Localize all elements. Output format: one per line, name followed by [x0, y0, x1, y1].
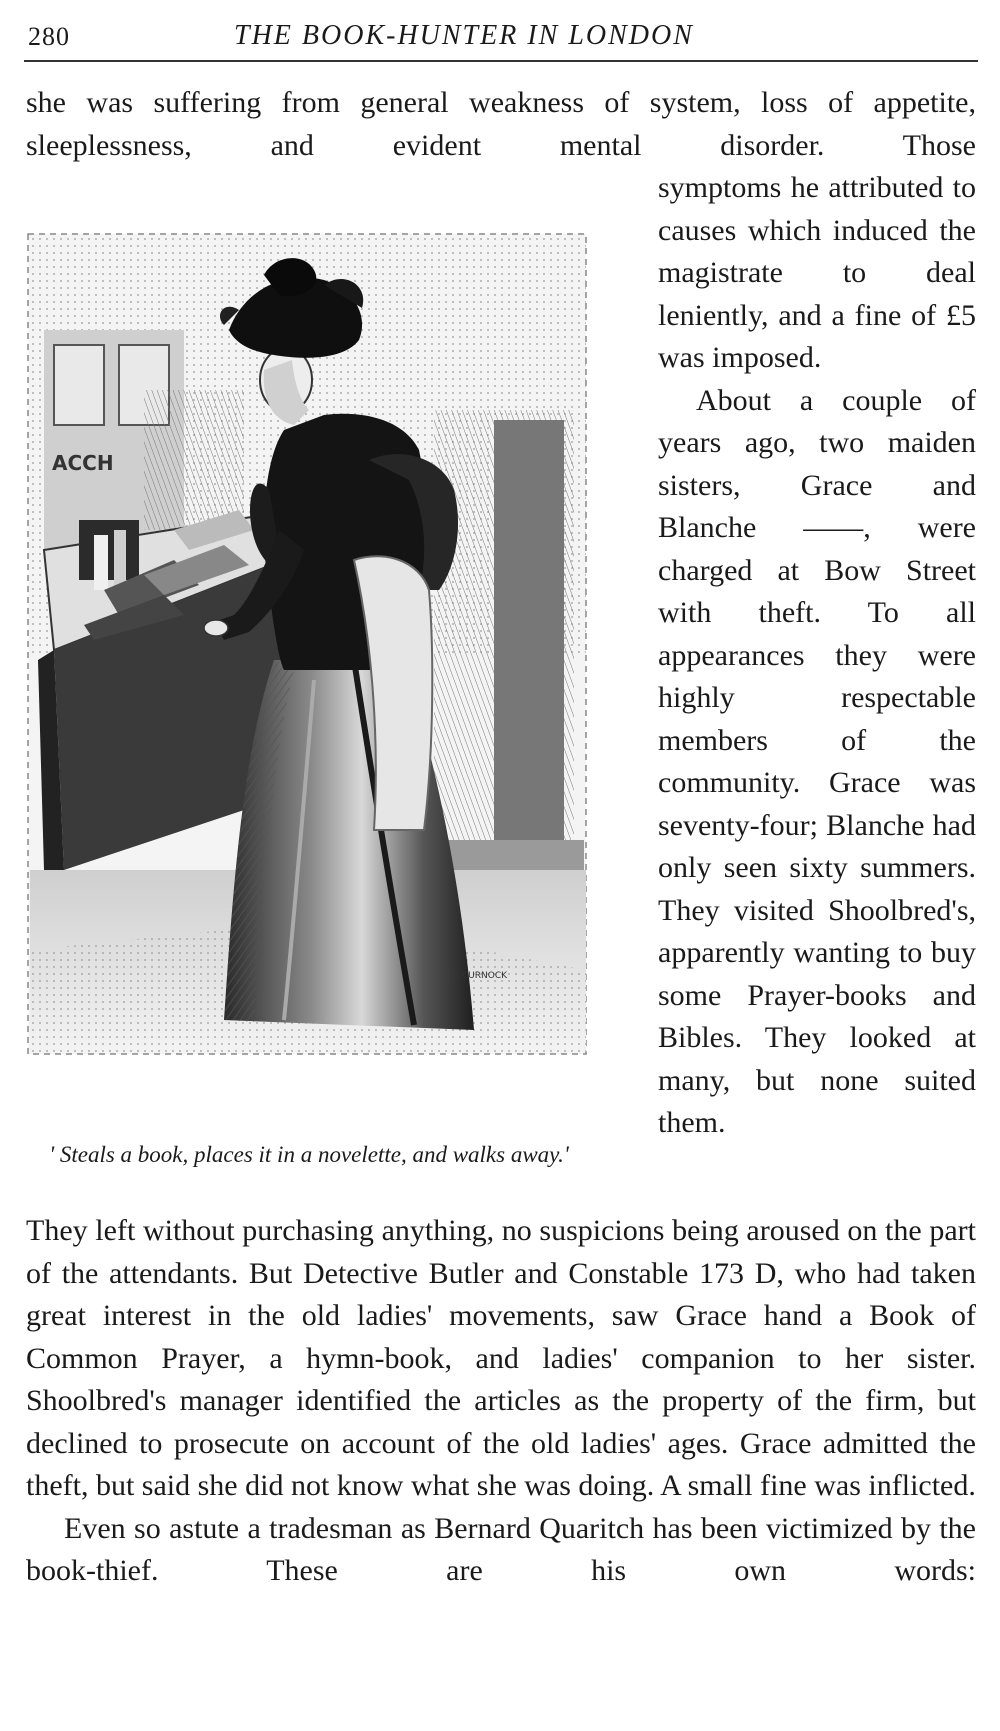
- running-title: THE BOOK-HUNTER IN LONDON: [234, 20, 694, 51]
- page-number: 280: [28, 22, 70, 51]
- paragraph-continued: she was suffering from general weakness of system, loss of appetite, sleeplessness, and evident mental disorder. Those: [26, 86, 976, 162]
- book-page: [24, 0, 978, 1731]
- figure-caption: ' Steals a book, places it in a novelette, and walks away.': [49, 1142, 569, 1167]
- running-head: [24, 14, 978, 62]
- paragraph-detective: They left without purchasing anything, no suspicions being aroused on the part of the attendants. But Detective Butler and Constable 173 D, who had taken great interest in the old ladies' movements, saw Grace hand a Book of Common Prayer, a hymn-book, and ladies' companion to her sister. Shoolbred's manager identified the articles as the property of the firm, but declined to prosecute on account of the old ladies' ages. Grace admitted the theft, but said she did not know what she was doing. A small fine was inflicted.: [26, 1214, 976, 1502]
- shop-sign: ACCH: [52, 451, 114, 475]
- artist-signature: L.CURNOCK: [454, 971, 508, 981]
- illustration-woman-at-bookstall: [24, 230, 594, 1110]
- wrapped-text-column: [658, 167, 976, 1145]
- illustration: [24, 230, 594, 1110]
- paragraph-quaritch: Even so astute a tradesman as Bernard Quaritch has been victimized by the book-thief. These are his own words:: [26, 1511, 976, 1587]
- body-text-bottom: [26, 1210, 976, 1593]
- paragraph-sisters: About a couple of years ago, two maiden sisters, Grace and Blanche ——, were charged at Bow Street with theft. To all appearances they were highly respectable members of the community. Grace was seventy-four; Blanche had only seen sixty summers. They visited Shoolbred's, apparently wanting to buy some Prayer-books and Bibles. They looked at many, but none suited them.: [658, 383, 976, 1139]
- paragraph-symptoms: symptoms he attributed to causes which induced the magistrate to deal leniently, and a fine of £5 was imposed.: [658, 171, 976, 374]
